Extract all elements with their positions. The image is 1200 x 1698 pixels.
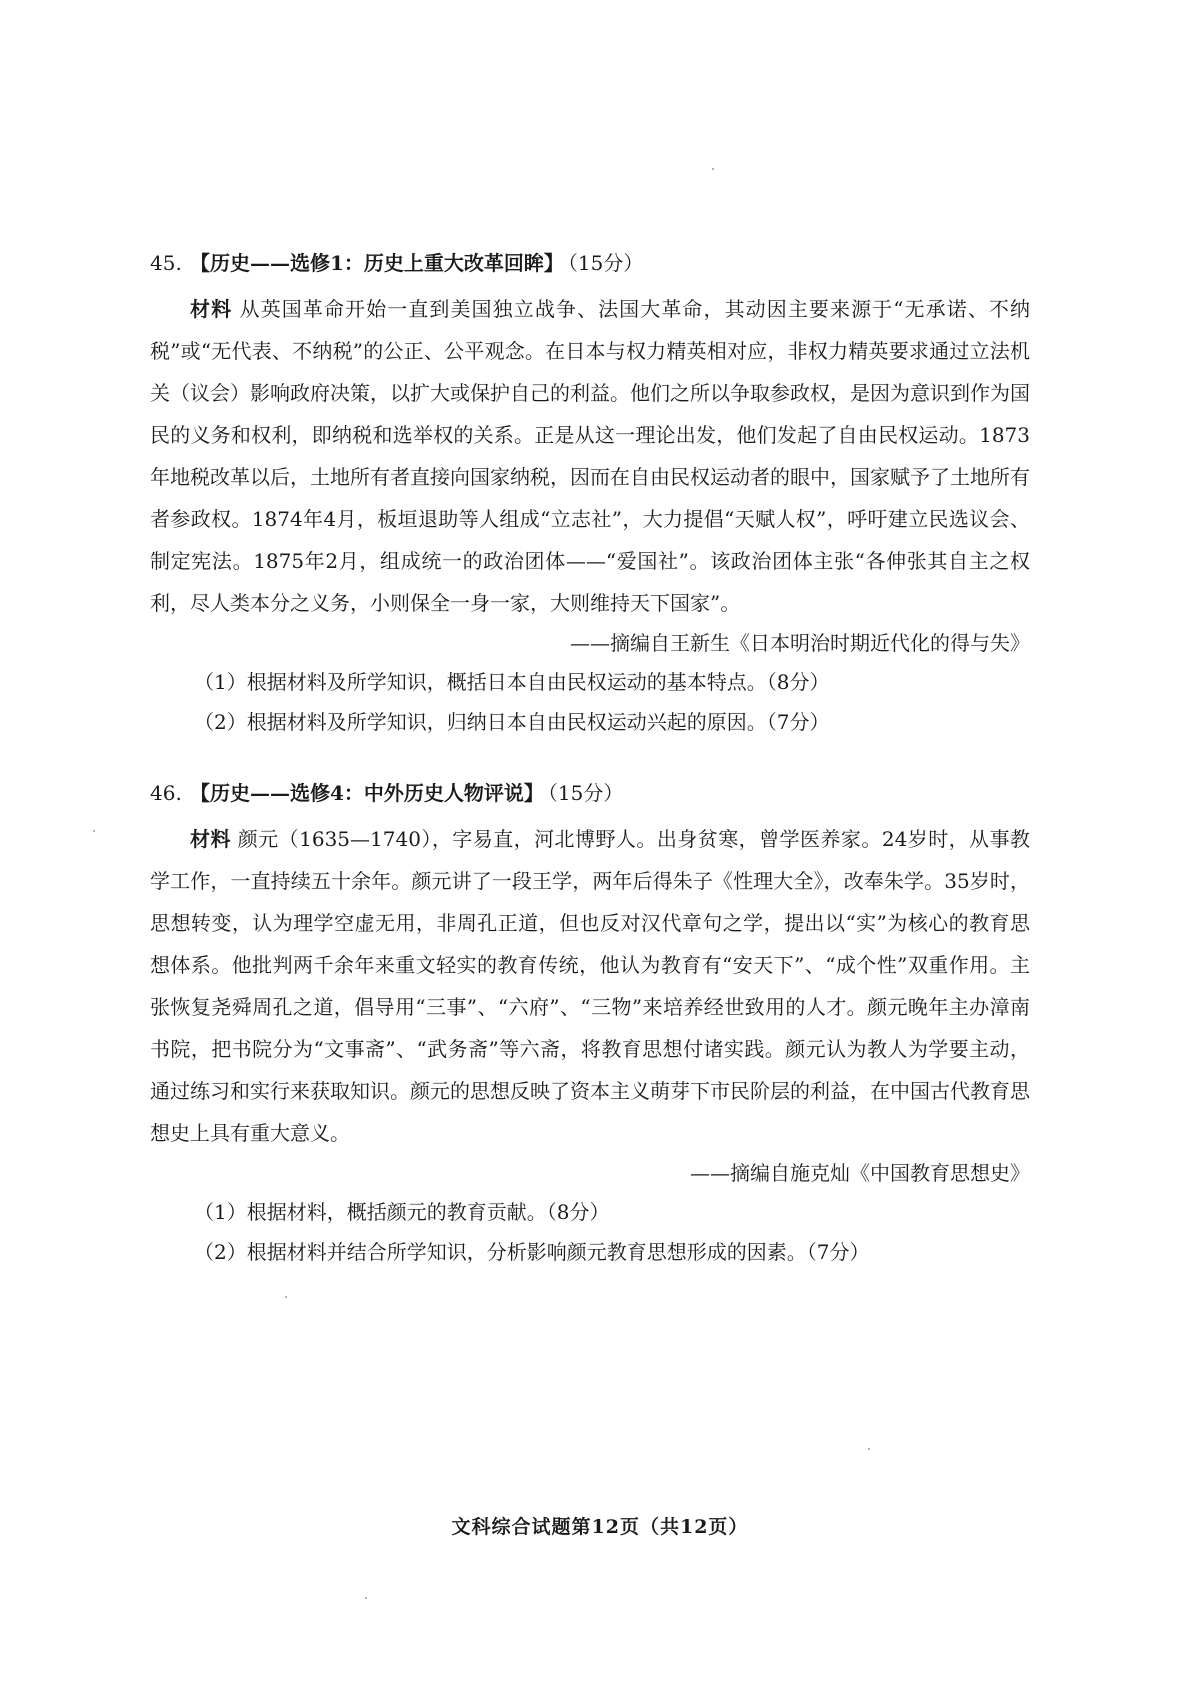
question-score: （15分） <box>567 251 644 275</box>
scan-speck <box>712 168 714 170</box>
question-title: 【历史——选修4：中外历史人物评说】 <box>190 781 544 805</box>
material-source: ——摘编自王新生《日本明治时期近代化的得与失》 <box>570 631 1030 655</box>
scan-speck <box>285 1296 287 1298</box>
sub-question-1: （1）根据材料及所学知识，概括日本自由民权运动的基本特点。（8分） <box>194 670 830 694</box>
question-45-header <box>150 248 1030 278</box>
sub-question-1: （1）根据材料，概括颜元的教育贡献。（8分） <box>194 1200 610 1224</box>
page-footer: 文科综合试题第12页（共12页） <box>451 1516 749 1538</box>
material-paragraph <box>150 818 1030 1154</box>
material-paragraph <box>150 288 1030 624</box>
sub-question-2: （2）根据材料及所学知识，归纳日本自由民权运动兴起的原因。（7分） <box>194 710 830 734</box>
material-text: 颜元（1635—1740），字易直，河北博野人。出身贫寒，曾学医养家。24岁时，从事教学工作，一直持续五十余年。颜元讲了一段王学，两年后得朱子《性理大全》，改奉朱学。35岁时，思想转变，认为理学空虚无用，非周孔正道，但也反对汉代章句之学，提出以“实”为核心的教育思想体系。他批判两千余年来重文轻实的教育传统，他认为教育有“安天下”、“成个性”双重作用。主张恢复尧舜周孔之道，倡导用“三事”、“六府”、“三物”来培养经世致用的人才。颜元晚年主办漳南书院，把书院分为“文事斋”、“武务斋”等六斋，将教育思想付诸实践。颜元认为教人为学要主动，通过练习和实行来获取知识。颜元的思想反映了资本主义萌芽下市民阶层的利益，在中国古代教育思想史上具有重大意义。 <box>150 827 1031 1145</box>
scan-speck <box>93 830 95 832</box>
question-score: （15分） <box>547 781 624 805</box>
question-number: 46. <box>150 781 182 805</box>
question-45 <box>150 248 1030 742</box>
material-source: ——摘编自施克灿《中国教育思想史》 <box>690 1161 1030 1185</box>
question-46-header <box>150 778 1030 808</box>
question-number: 45. <box>150 251 182 275</box>
material-label: 材料 <box>190 297 233 321</box>
question-46 <box>150 778 1030 1272</box>
material-label: 材料 <box>190 827 231 851</box>
material-text: 从英国革命开始一直到美国独立战争、法国大革命，其动因主要来源于“无承诺、不纳税”或“无代表、不纳税”的公正、公平观念。在日本与权力精英相对应，非权力精英要求通过立法机关（议会）影响政府决策，以扩大或保护自己的利益。他们之所以争取参政权，是因为意识到作为国民的义务和权利，即纳税和选举权的关系。正是从这一理论出发，他们发起了自由民权运动。1873年地税改革以后，土地所有者直接向国家纳税，因而在自由民权运动者的眼中，国家赋予了土地所有者参政权。1874年4月，板垣退助等人组成“立志社”，大力提倡“天赋人权”，呼吁建立民选议会、制定宪法。1875年2月，组成统一的政治团体——“爱国社”。该政治团体主张“各伸张其自主之权利，尽人类本分之义务，小则保全一身一家，大则维持天下国家”。 <box>150 297 1030 615</box>
scan-speck <box>868 1448 870 1450</box>
scan-speck <box>365 1597 367 1599</box>
question-title: 【历史——选修1：历史上重大改革回眸】 <box>190 251 564 275</box>
sub-question-2: （2）根据材料并结合所学知识，分析影响颜元教育思想形成的因素。（7分） <box>194 1240 870 1264</box>
